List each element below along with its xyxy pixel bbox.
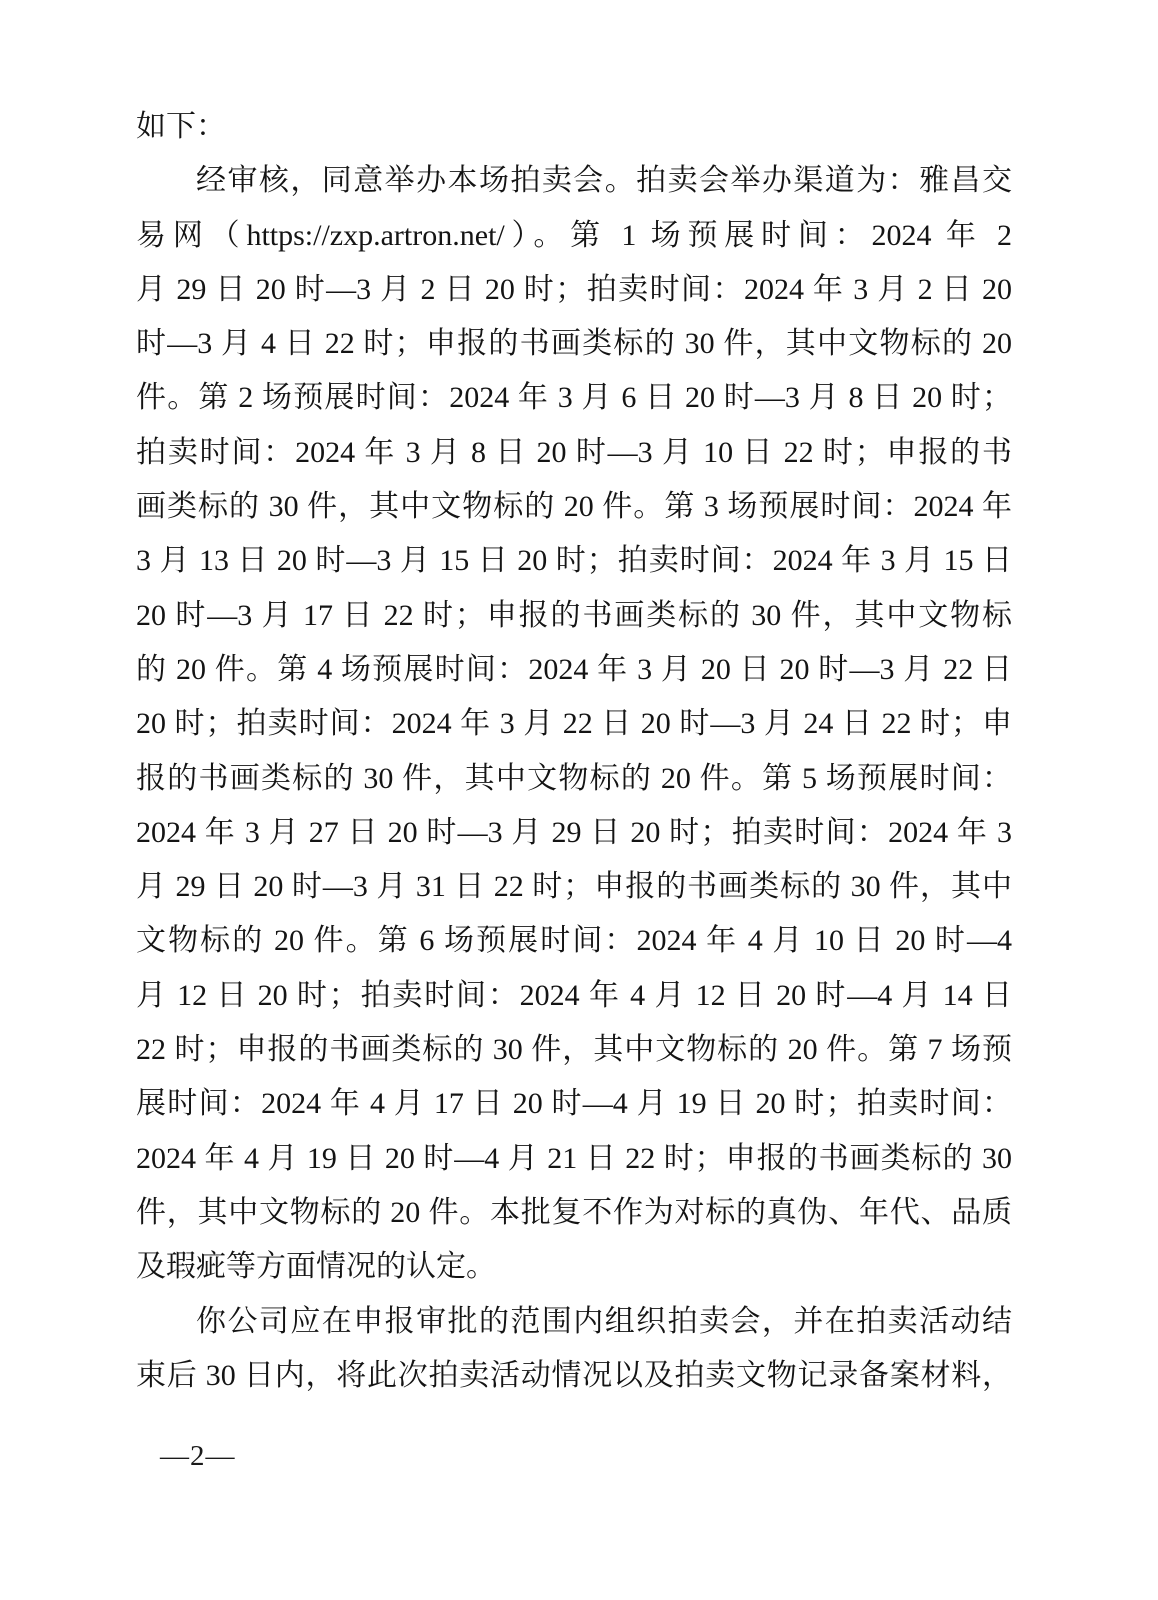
text-line: 3 月 13 日 20 时—3 月 15 日 20 时；拍卖时间：2024 年 3 月 15 日 xyxy=(136,544,1012,578)
text-line: 件。第 2 场预展时间：2024 年 3 月 6 日 20 时—3 月 8 日 20 时； xyxy=(136,381,1012,415)
page-number: —2— xyxy=(160,1440,236,1472)
text-line: 画类标的 30 件，其中文物标的 20 件。第 3 场预展时间：2024 年 xyxy=(136,490,1012,524)
text-line: 文物标的 20 件。第 6 场预展时间：2024 年 4 月 10 日 20 时—4 xyxy=(136,924,1012,958)
document-body-text xyxy=(136,100,1012,1403)
text-line: 束后 30 日内，将此次拍卖活动情况以及拍卖文物记录备案材料， xyxy=(136,1358,1012,1392)
text-line: 你公司应在申报审批的范围内组织拍卖会，并在拍卖活动结 xyxy=(196,1304,1012,1338)
text-line: 月 29 日 20 时—3 月 31 日 22 时；申报的书画类标的 30 件，其中 xyxy=(136,870,1012,904)
text-line: 月 29 日 20 时—3 月 2 日 20 时；拍卖时间：2024 年 3 月 2 日 20 xyxy=(136,272,1012,306)
text-line: 时—3 月 4 日 22 时；申报的书画类标的 30 件，其中文物标的 20 xyxy=(136,327,1012,361)
text-line: 22 时；申报的书画类标的 30 件，其中文物标的 20 件。第 7 场预 xyxy=(136,1033,1012,1067)
text-line: 的 20 件。第 4 场预展时间：2024 年 3 月 20 日 20 时—3 月 22 日 xyxy=(136,652,1012,686)
text-line: 月 12 日 20 时；拍卖时间：2024 年 4 月 12 日 20 时—4 月 14 日 xyxy=(136,978,1012,1012)
text-line: 经审核，同意举办本场拍卖会。拍卖会举办渠道为：雅昌交 xyxy=(196,164,1012,198)
text-line: 2024 年 3 月 27 日 20 时—3 月 29 日 20 时；拍卖时间：2024 年 3 xyxy=(136,815,1012,849)
text-line: 及瑕疵等方面情况的认定。 xyxy=(136,1250,496,1284)
text-line: 件，其中文物标的 20 件。本批复不作为对标的真伪、年代、品质 xyxy=(136,1195,1012,1229)
text-line: 如下： xyxy=(136,110,226,143)
text-line: 2024 年 4 月 19 日 20 时—4 月 21 日 22 时；申报的书画类标的 30 xyxy=(136,1141,1012,1175)
text-line: 易网（https://zxp.artron.net/）。第 1 场预展时间：2024 年 2 xyxy=(136,218,1012,252)
text-line: 20 时—3 月 17 日 22 时；申报的书画类标的 30 件，其中文物标 xyxy=(136,598,1012,632)
text-line: 20 时；拍卖时间：2024 年 3 月 22 日 20 时—3 月 24 日 22 时；申 xyxy=(136,707,1012,741)
text-line: 拍卖时间：2024 年 3 月 8 日 20 时—3 月 10 日 22 时；申报的书 xyxy=(136,435,1012,469)
text-line: 报的书画类标的 30 件，其中文物标的 20 件。第 5 场预展时间： xyxy=(136,761,1012,795)
text-line: 展时间：2024 年 4 月 17 日 20 时—4 月 19 日 20 时；拍卖时间： xyxy=(136,1087,1012,1121)
